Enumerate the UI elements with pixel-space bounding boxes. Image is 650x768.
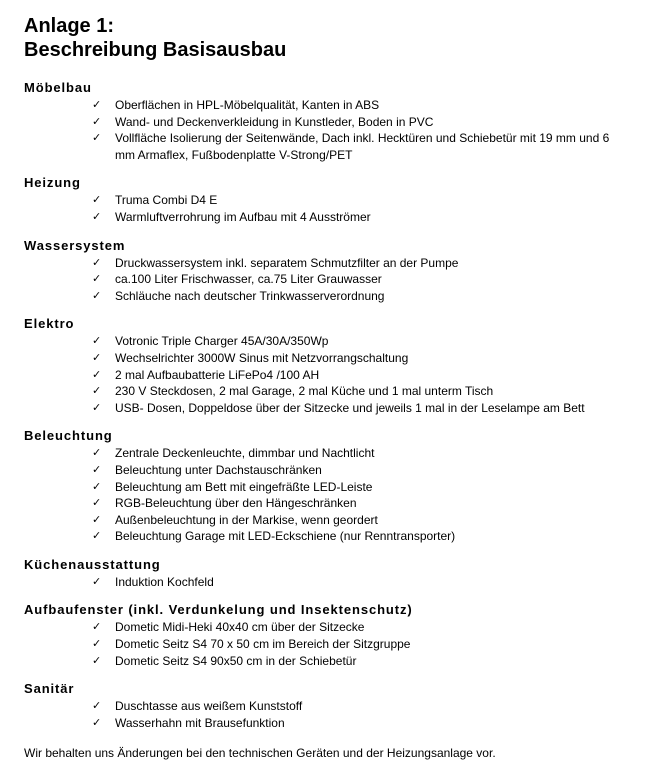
- section-item-list: [24, 97, 650, 163]
- section: [24, 175, 650, 225]
- list-item-text: Beleuchtung Garage mit LED-Eckschiene (nur Renntransporter): [115, 529, 456, 544]
- check-icon: ✓: [92, 114, 102, 128]
- check-icon: ✓: [92, 699, 102, 713]
- list-item: [24, 350, 650, 367]
- section-heading: Elektro: [24, 316, 75, 332]
- title-line-2: Beschreibung Basisausbau: [24, 39, 287, 61]
- list-item: [24, 653, 650, 670]
- list-item-text: Beleuchtung am Bett mit eingefräßte LED-Leiste: [115, 479, 373, 494]
- list-item: [24, 495, 650, 512]
- check-icon: ✓: [92, 193, 102, 207]
- check-icon: ✓: [92, 131, 102, 145]
- list-item: [24, 479, 650, 496]
- list-item: [24, 192, 650, 209]
- list-item-text: Warmluftverrohrung im Aufbau mit 4 Ausströmer: [115, 209, 371, 224]
- check-icon: ✓: [92, 529, 102, 543]
- check-icon: ✓: [92, 255, 102, 269]
- section-item-list: [24, 619, 650, 669]
- list-item: [24, 114, 650, 131]
- list-item: [24, 367, 650, 384]
- list-item-text: Vollfläche Isolierung der Seitenwände, Dach inkl. Hecktüren und Schiebetür mit 19 mm und 6 mm Armaflex, Fußbodenplatte V-Strong/PET: [115, 131, 610, 162]
- section: [24, 602, 650, 669]
- list-item-text: Wechselrichter 3000W Sinus mit Netzvorrangschaltung: [115, 350, 409, 365]
- section: [24, 238, 650, 305]
- list-item-text: USB- Dosen, Doppeldose über der Sitzecke und jeweils 1 mal in der Leselampe am Bett: [115, 400, 585, 415]
- list-item-text: Votronic Triple Charger 45A/30A/350Wp: [115, 334, 329, 349]
- section-heading: Aufbaufenster (inkl. Verdunkelung und Insektenschutz): [24, 602, 413, 618]
- check-icon: ✓: [92, 288, 102, 302]
- list-item-text: RGB-Beleuchtung über den Hängeschränken: [115, 496, 357, 511]
- list-item: [24, 209, 650, 226]
- check-icon: ✓: [92, 209, 102, 223]
- section-heading: Küchenausstattung: [24, 556, 161, 572]
- check-icon: ✓: [92, 334, 102, 348]
- list-item: [24, 400, 650, 417]
- check-icon: ✓: [92, 446, 102, 460]
- list-item-text: Wand- und Deckenverkleidung in Kunstleder, Boden in PVC: [115, 114, 434, 129]
- list-item-text: Dometic Seitz S4 70 x 50 cm im Bereich der Sitzgruppe: [115, 637, 411, 652]
- list-item: [24, 462, 650, 479]
- section: [24, 681, 650, 731]
- list-item-text: Truma Combi D4 E: [115, 193, 218, 208]
- list-item: [24, 636, 650, 653]
- check-icon: ✓: [92, 637, 102, 651]
- section-item-list: [24, 192, 650, 225]
- sections-container: [24, 80, 650, 731]
- check-icon: ✓: [92, 400, 102, 414]
- section: [24, 316, 650, 416]
- section-item-list: [24, 574, 650, 591]
- section-heading: Heizung: [24, 175, 81, 191]
- list-item: [24, 619, 650, 636]
- list-item: [24, 97, 650, 114]
- list-item: [24, 130, 650, 163]
- check-icon: ✓: [92, 98, 102, 111]
- list-item: [24, 528, 650, 545]
- list-item-text: Dometic Midi-Heki 40x40 cm über der Sitzecke: [115, 620, 365, 635]
- list-item: [24, 333, 650, 350]
- page-title: [24, 14, 650, 62]
- section-item-list: [24, 698, 650, 731]
- section: [24, 80, 650, 163]
- list-item-text: Duschtasse aus weißem Kunststoff: [115, 699, 303, 714]
- list-item-text: Schläuche nach deutscher Trinkwasserverordnung: [115, 288, 385, 303]
- list-item-text: 2 mal Aufbaubatterie LiFePo4 /100 AH: [115, 367, 320, 382]
- check-icon: ✓: [92, 512, 102, 526]
- check-icon: ✓: [92, 384, 102, 398]
- list-item: [24, 383, 650, 400]
- section-item-list: [24, 445, 650, 545]
- check-icon: ✓: [92, 462, 102, 476]
- check-icon: ✓: [92, 350, 102, 364]
- list-item-text: 230 V Steckdosen, 2 mal Garage, 2 mal Küche und 1 mal unterm Tisch: [115, 384, 494, 399]
- check-icon: ✓: [92, 367, 102, 381]
- check-icon: ✓: [92, 715, 102, 729]
- list-item-text: Wasserhahn mit Brausefunktion: [115, 715, 285, 730]
- section-heading: Beleuchtung: [24, 428, 113, 444]
- section: [24, 557, 650, 591]
- section: [24, 428, 650, 545]
- section-item-list: [24, 333, 650, 416]
- list-item-text: Dometic Seitz S4 90x50 cm in der Schiebetür: [115, 653, 357, 668]
- list-item-text: Beleuchtung unter Dachstauschränken: [115, 462, 322, 477]
- list-item: [24, 574, 650, 591]
- check-icon: ✓: [92, 620, 102, 634]
- list-item: [24, 255, 650, 272]
- list-item-text: Zentrale Deckenleuchte, dimmbar und Nachtlicht: [115, 446, 375, 461]
- title-line-1: Anlage 1:: [24, 15, 115, 37]
- list-item-text: Druckwassersystem inkl. separatem Schmutzfilter an der Pumpe: [115, 255, 459, 270]
- check-icon: ✓: [92, 574, 102, 588]
- list-item-text: Oberflächen in HPL-Möbelqualität, Kanten in ABS: [115, 98, 380, 112]
- check-icon: ✓: [92, 479, 102, 493]
- check-icon: ✓: [92, 653, 102, 667]
- list-item-text: Außenbeleuchtung in der Markise, wenn geordert: [115, 512, 378, 527]
- list-item: [24, 271, 650, 288]
- list-item: [24, 288, 650, 305]
- check-icon: ✓: [92, 272, 102, 286]
- list-item: [24, 445, 650, 462]
- check-icon: ✓: [92, 496, 102, 510]
- section-heading: Sanitär: [24, 681, 75, 697]
- section-heading: Möbelbau: [24, 80, 92, 95]
- footer-note: Wir behalten uns Änderungen bei den technischen Geräten und der Heizungsanlage vor.: [24, 746, 496, 761]
- list-item: [24, 698, 650, 715]
- section-heading: Wassersystem: [24, 237, 126, 253]
- list-item-text: ca.100 Liter Frischwasser, ca.75 Liter Grauwasser: [115, 272, 382, 287]
- section-item-list: [24, 255, 650, 305]
- list-item: [24, 715, 650, 732]
- list-item-text: Induktion Kochfeld: [115, 574, 214, 589]
- list-item: [24, 512, 650, 529]
